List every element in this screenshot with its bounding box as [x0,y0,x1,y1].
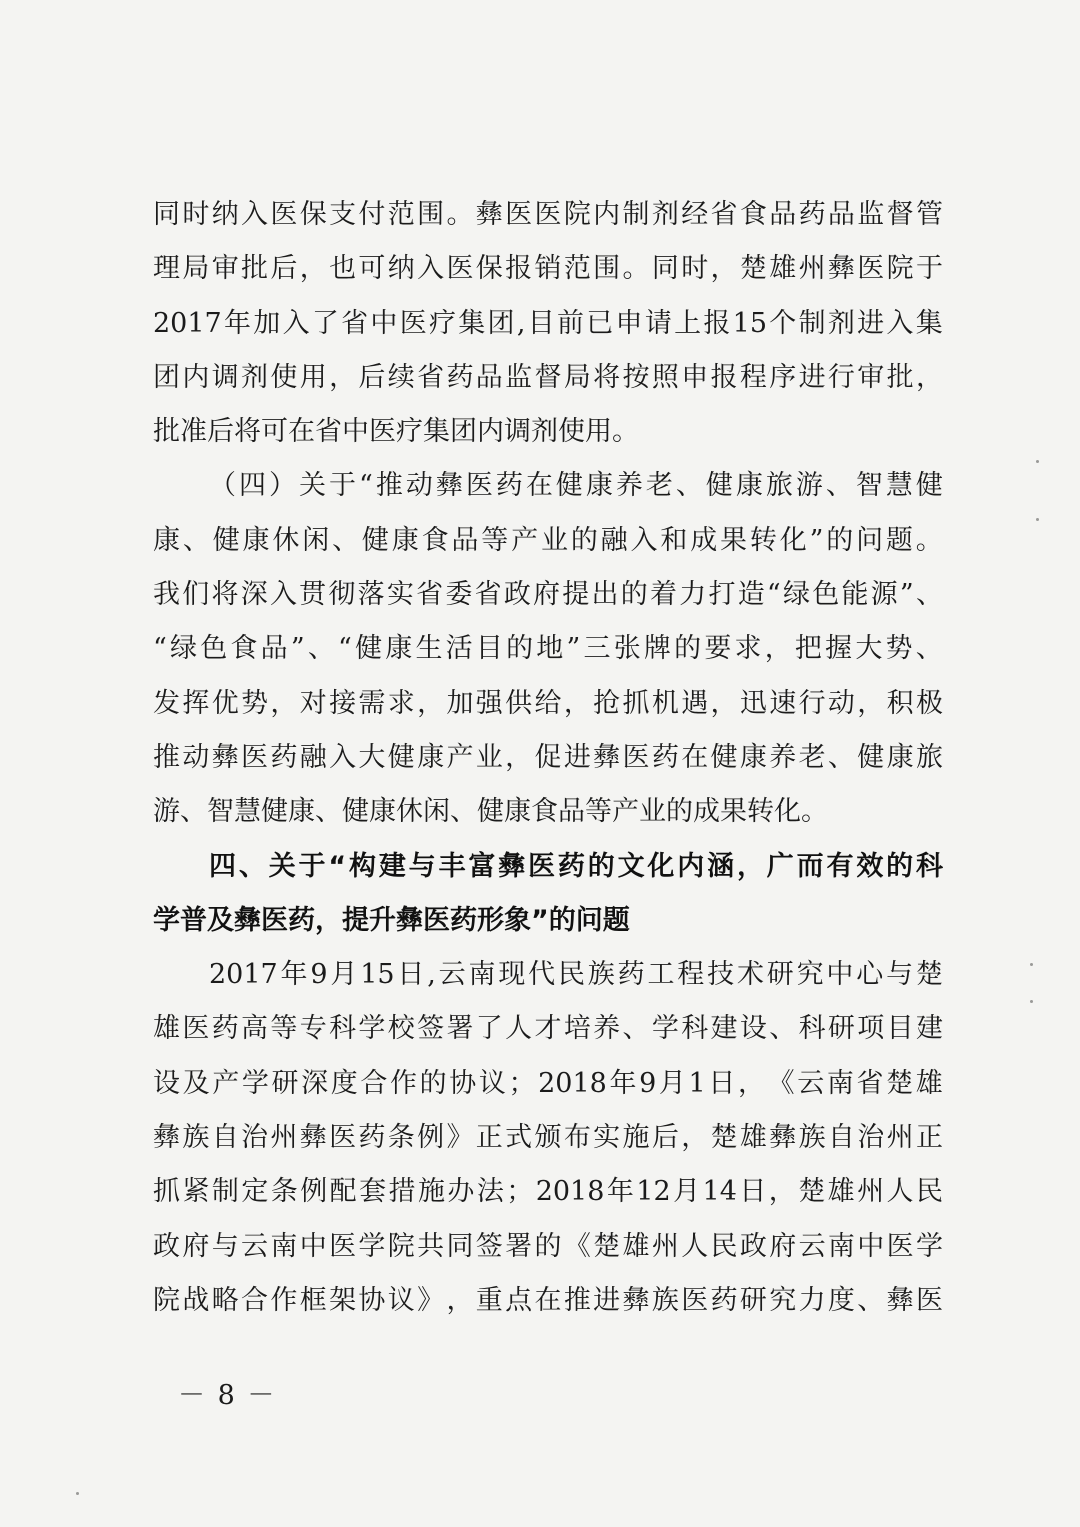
text-line-4: 团 内 调 剂 使 用 ， 后 续 省 药 品 监 督 局 将 按 照 申 报 程 序 进 行 审 批 ， [153,361,943,393]
text-line-5: 批准后将可在省中医疗集团内调剂使用。 [153,416,639,448]
scan-speck [76,1492,79,1495]
text-line-12: 游、智慧健康、健康休闲、健康食品等产业的成果转化。 [153,796,828,828]
scan-speck [1030,963,1033,966]
text-line-17: 设 及 产 学 研 深 度 合 作 的 协 议 ； 2018 年 9 月 1 日 ， 《 云 南 省 楚 雄 [153,1067,943,1099]
section-heading-line-1: 四 、 关 于 “ 构 建 与 丰 富 彝 医 药 的 文 化 内 涵 ， 广 而 有 效 的 科 [209,850,943,882]
section-heading-line-2: 学普及彝医药，提升彝医药形象”的问题 [153,904,630,936]
text-line-16: 雄 医 药 高 等 专 科 学 校 签 署 了 人 才 培 养 、 学 科 建 设 、 科 研 项 目 建 [153,1013,943,1045]
text-line-21: 院 战 略 合 作 框 架 协 议 》 ， 重 点 在 推 进 彝 族 医 药 研 究 力 度 、 彝 医 [153,1284,943,1316]
text-line-15: 2017 年 9 月 15 日 , 云 南 现 代 民 族 药 工 程 技 术 研 究 中 心 与 楚 [209,959,943,991]
text-line-20: 政 府 与 云 南 中 医 学 院 共 同 签 署 的 《 楚 雄 州 人 民 政 府 云 南 中 医 学 [153,1230,943,1262]
page-number: － 8 － [178,1380,277,1411]
text-line-8: 我 们 将 深 入 贯 彻 落 实 省 委 省 政 府 提 出 的 着 力 打 造 “ 绿 色 能 源 ” 、 [153,579,943,611]
section-4-subheading-line-1: （ 四 ） 关 于 “ 推 动 彝 医 药 在 健 康 养 老 、 健 康 旅 游 、 智 慧 健 [209,470,943,502]
text-line-9: “ 绿 色 食 品 ” 、 “ 健 康 生 活 目 的 地 ” 三 张 牌 的 要 求 ， 把 握 大 势 、 [153,633,943,665]
text-line-10: 发 挥 优 势 ， 对 接 需 求 ， 加 强 供 给 ， 抢 抓 机 遇 ， 迅 速 行 动 ， 积 极 [153,687,943,719]
body-text [153,188,943,1328]
section-4-subheading-line-2: 康 、 健 康 休 闲 、 健 康 食 品 等 产 业 的 融 入 和 成 果 转 化 ” 的 问 题 。 [153,524,943,556]
scan-speck [1036,518,1039,521]
text-line-19: 抓 紧 制 定 条 例 配 套 措 施 办 法 ； 2018 年 12 月 14 日 ， 楚 雄 州 人 民 [153,1176,943,1208]
text-line-2: 理 局 审 批 后 ， 也 可 纳 入 医 保 报 销 范 围 。 同 时 ， 楚 雄 州 彝 医 院 于 [153,253,943,285]
text-line-3: 2017 年 加 入 了 省 中 医 疗 集 团 , 目 前 已 申 请 上 报 15 个 制 剂 进 入 集 [153,307,943,339]
text-line-1: 同 时 纳 入 医 保 支 付 范 围 。 彝 医 医 院 内 制 剂 经 省 食 品 药 品 监 督 管 [153,199,943,230]
scan-speck [1036,460,1039,463]
scan-speck [1030,1000,1033,1003]
text-line-18: 彝 族 自 治 州 彝 医 药 条 例 》 正 式 颁 布 实 施 后 ， 楚 雄 彝 族 自 治 州 正 [153,1122,943,1154]
text-line-11: 推 动 彝 医 药 融 入 大 健 康 产 业 ， 促 进 彝 医 药 在 健 康 养 老 、 健 康 旅 [153,741,943,773]
